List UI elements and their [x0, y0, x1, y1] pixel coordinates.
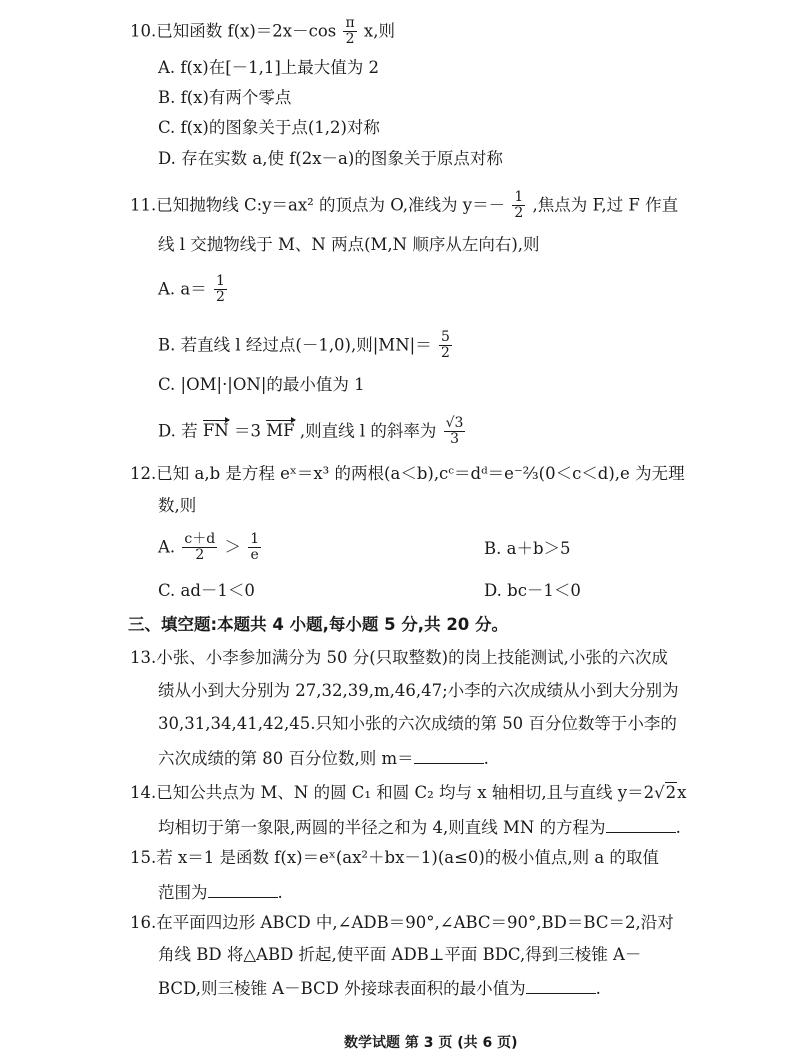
- q11-d-post: ,则直线 l 的斜率为: [299, 421, 437, 441]
- q13-line1: 13.小张、小李参加满分为 50 分(只取整数)的岗上技能测试,小张的六次成: [130, 648, 668, 667]
- q11-d-fraction: [444, 416, 466, 448]
- q12-a-fraction-1: [182, 532, 217, 564]
- q12-a-text: A.: [158, 537, 176, 557]
- q13-line3: 30,31,34,41,42,45.只知小张的六次成绩的第 50 百分位数等于小李的: [158, 714, 677, 733]
- q11-option-c: C. |OM|·|ON|的最小值为 1: [158, 375, 365, 394]
- q10-stem-text: 10.已知函数 f(x)＝2x－cos: [130, 21, 337, 41]
- q11-a-den: 2: [216, 289, 225, 306]
- q13-line4-text: 六次成绩的第 80 百分位数,则 m＝: [158, 749, 414, 768]
- page-footer: 数学试题 第 3 页 (共 6 页): [344, 1035, 518, 1051]
- q10-fraction: [343, 16, 356, 48]
- q11-d-eq: ＝3: [234, 421, 262, 441]
- q12-option-b: B. a＋b＞5: [484, 539, 571, 558]
- section-fill-in-title: 三、填空题:本题共 4 小题,每小题 5 分,共 20 分。: [128, 615, 509, 634]
- q10-option-c: C. f(x)的图象关于点(1,2)对称: [158, 118, 380, 137]
- q12-stem-line2: 数,则: [158, 496, 197, 515]
- q11-stem-end: ,焦点为 F,过 F 作直: [532, 195, 679, 215]
- q10-option-a: A. f(x)在[－1,1]上最大值为 2: [158, 58, 380, 77]
- q11-d-text: D. 若: [158, 421, 198, 441]
- q12-a-fraction-2: [248, 532, 261, 564]
- q15-line2-text: 范围为: [158, 883, 208, 902]
- q11-b-den: 2: [440, 345, 450, 362]
- q11-option-b: [158, 330, 454, 362]
- q12-option-a: [158, 532, 263, 564]
- q15-period: .: [277, 883, 283, 902]
- q12-a-den: 2: [195, 547, 205, 564]
- q11-option-d: [158, 416, 467, 448]
- q11-b-num: 5: [440, 329, 450, 345]
- q14-line1-text: 14.已知公共点为 M、N 的圆 C₁ 和圆 C₂ 均与 x 轴相切,且与直线 y＝2: [130, 783, 655, 802]
- q10-frac-den: 2: [345, 31, 355, 48]
- q10-stem: [130, 16, 395, 48]
- vector-fn: FN: [202, 421, 229, 441]
- q16-line3: [158, 979, 601, 998]
- q11-d-num: √3: [445, 415, 464, 431]
- q14-line1: [130, 785, 686, 802]
- sqrt-symbol: √2: [654, 783, 677, 802]
- q13-line4: [158, 749, 489, 768]
- q16-period: .: [595, 979, 601, 998]
- q11-a-fraction: [214, 274, 227, 306]
- q11-b-fraction: [439, 330, 452, 362]
- q13-period: .: [483, 749, 489, 768]
- q11-d-den: 3: [450, 431, 460, 448]
- vector-mf: MF: [266, 421, 295, 441]
- q10-option-d: D. 存在实数 a,使 f(2x－a)的图象关于原点对称: [158, 149, 503, 168]
- q11-stem-text: 11.已知抛物线 C:y＝ax² 的顶点为 O,准线为 y＝－: [130, 195, 506, 215]
- q13-answer-blank: [414, 749, 484, 764]
- q11-a-text: A. a＝: [158, 279, 207, 299]
- q16-answer-blank: [526, 979, 596, 994]
- q11-frac-num: 1: [514, 189, 524, 205]
- q16-line2: 角线 BD 将△ABD 折起,使平面 ADB⊥平面 BDC,得到三棱锥 A－: [158, 945, 642, 964]
- q14-period: .: [675, 818, 681, 837]
- q10-stem-end: x,则: [363, 21, 395, 41]
- q14-line2: [158, 818, 681, 837]
- q12-a-num: c＋d: [184, 531, 216, 547]
- q15-answer-blank: [208, 883, 278, 898]
- q12-option-c: C. ad－1＜0: [158, 581, 255, 600]
- q12-a-den2: e: [250, 547, 259, 564]
- q12-stem: 12.已知 a,b 是方程 eˣ＝x³ 的两根(a＜b),cᶜ＝dᵈ＝e⁻²⁄₃(0＜c＜d),e 为无理: [130, 464, 685, 483]
- q11-fraction: [512, 190, 525, 222]
- q11-frac-den: 2: [514, 205, 524, 222]
- q13-line2: 绩从小到大分别为 27,32,39,m,46,47;小李的六次成绩从小到大分别为: [158, 681, 679, 700]
- sqrt-radicand: 2: [665, 783, 677, 802]
- q14-answer-blank: [606, 818, 676, 833]
- q12-a-gt: ＞: [224, 537, 241, 557]
- q11-stem: [130, 190, 678, 222]
- q10-frac-num: π: [345, 15, 355, 31]
- q14-line1-end: x: [677, 783, 687, 802]
- q11-option-a: [158, 274, 229, 306]
- q12-option-d: D. bc－1＜0: [484, 581, 581, 600]
- q11-a-num: 1: [216, 273, 225, 289]
- q15-line1: 15.若 x＝1 是函数 f(x)＝eˣ(ax²＋bx－1)(a≤0)的极小值点,则 a 的取值: [130, 848, 659, 867]
- q15-line2: [158, 883, 283, 902]
- q11-b-text: B. 若直线 l 经过点(－1,0),则|MN|＝: [158, 335, 432, 355]
- q10-option-b: B. f(x)有两个零点: [158, 88, 292, 107]
- q16-line1: 16.在平面四边形 ABCD 中,∠ADB＝90°,∠ABC＝90°,BD＝BC＝2,沿对: [130, 913, 674, 932]
- q14-line2-text: 均相切于第一象限,两圆的半径之和为 4,则直线 MN 的方程为: [158, 818, 606, 837]
- q16-line3-text: BCD,则三棱锥 A－BCD 外接球表面积的最小值为: [158, 979, 526, 998]
- q12-a-num2: 1: [250, 531, 260, 547]
- q11-stem-line2: 线 l 交抛物线于 M、N 两点(M,N 顺序从左向右),则: [158, 235, 540, 254]
